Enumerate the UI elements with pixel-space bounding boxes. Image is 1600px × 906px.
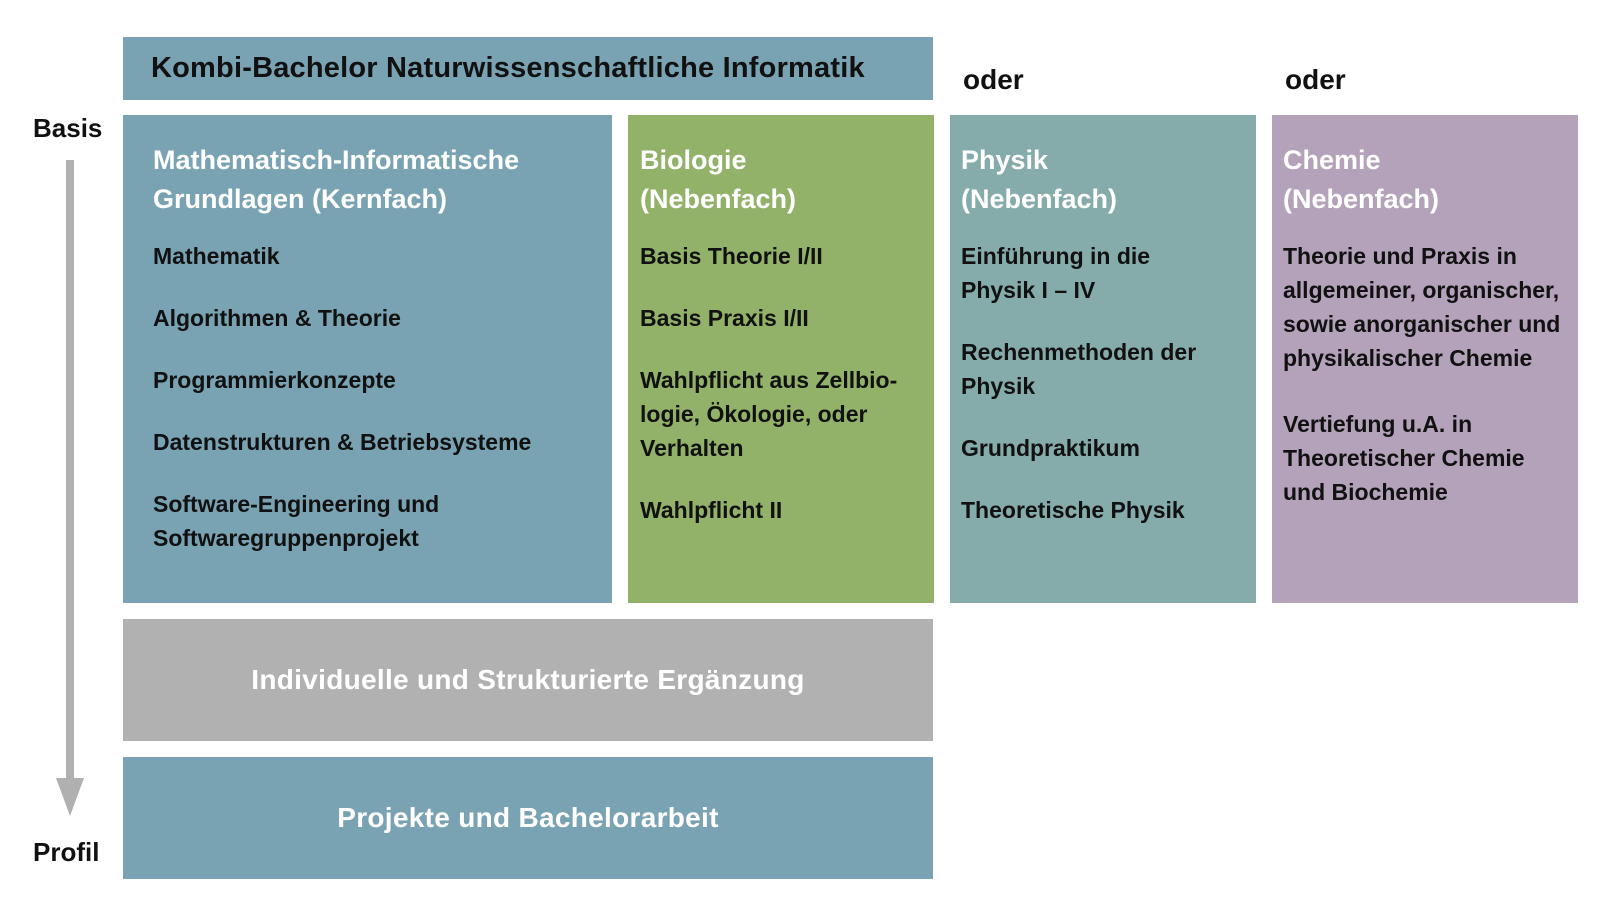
module-item: Basis Praxis I/II: [640, 305, 809, 331]
module-item: Vertiefung u.A. in Theoretischer Chemie und Biochemie: [1283, 411, 1525, 505]
module-item: Wahlpflicht aus Zellbiologie, Ökologie, oder Verhalten: [640, 367, 898, 461]
column-heading: [961, 141, 1248, 219]
column-heading-line: Mathematisch-Informatische: [153, 145, 520, 175]
module-item: Theorie und Praxis in allgemeiner, organischer, sowie anorganischer und physikalischer Chemie: [1283, 243, 1561, 371]
program-title: Kombi-Bachelor Naturwissenschaftliche Informatik: [123, 37, 933, 100]
column-heading: [1283, 141, 1570, 219]
column-math-informatik: [123, 115, 612, 603]
progression-arrow-head-icon: [56, 778, 84, 816]
column-heading-line: Physik: [961, 145, 1049, 175]
module-item: Theoretische Physik: [961, 497, 1185, 523]
module-item: Grundpraktikum: [961, 435, 1140, 461]
module-item: Software-Engineering und Softwaregruppenprojekt: [153, 491, 440, 551]
column-heading-line: Biologie: [640, 145, 747, 175]
module-item: Mathematik: [153, 243, 280, 269]
ergaenzung-bar: Individuelle und Strukturierte Ergänzung: [123, 619, 933, 741]
module-item: Basis Theorie I/II: [640, 243, 823, 269]
oder-label-physik: oder: [963, 64, 1024, 95]
column-biologie: [628, 115, 934, 603]
projekte-bar: Projekte und Bachelorarbeit: [123, 757, 933, 879]
column-chemie: [1272, 115, 1578, 603]
axis-label-basis: Basis: [33, 113, 103, 143]
module-item: Datenstrukturen & Betriebsysteme: [153, 429, 532, 455]
column-heading-line: (Nebenfach): [1283, 184, 1440, 214]
module-item: Rechenmethoden der Physik: [961, 339, 1197, 399]
column-heading: [153, 141, 582, 219]
oder-label-chemie: oder: [1285, 64, 1346, 95]
module-item: Algorithmen & Theorie: [153, 305, 401, 331]
column-heading-line: Chemie: [1283, 145, 1381, 175]
column-heading: [640, 141, 926, 219]
column-physik: [950, 115, 1256, 603]
axis-label-profil: Profil: [33, 837, 100, 867]
module-item: Wahlpflicht II: [640, 497, 783, 523]
progression-arrow-shaft: [66, 160, 74, 780]
column-heading-line: (Nebenfach): [961, 184, 1118, 214]
module-item: Programmierkonzepte: [153, 367, 396, 393]
column-heading-line: (Nebenfach): [640, 184, 797, 214]
column-heading-line: Grundlagen (Kernfach): [153, 184, 448, 214]
module-item: Einführung in die Physik I – IV: [961, 243, 1151, 303]
